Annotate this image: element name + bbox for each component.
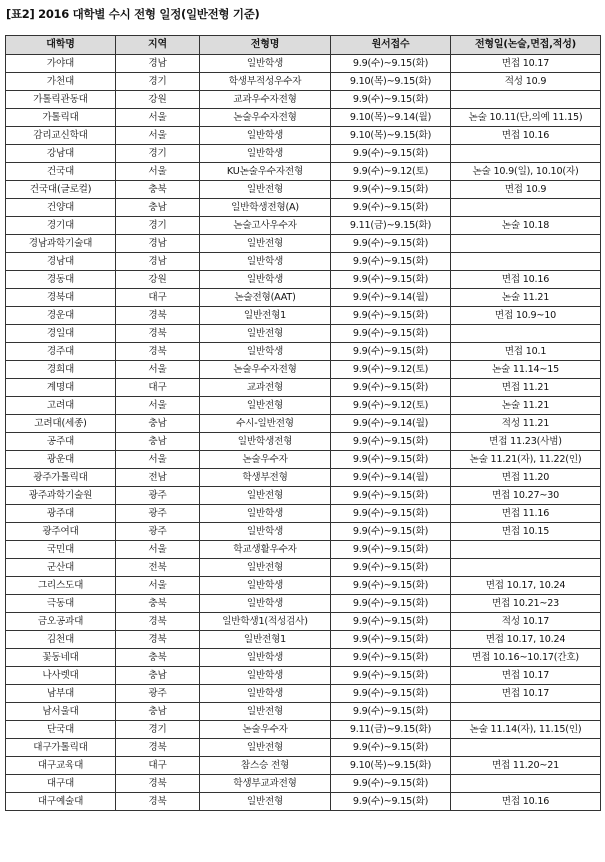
application-period-cell: 9.10(목)~9.15(화) bbox=[331, 73, 451, 91]
exam-date-cell: 적성 10.9 bbox=[451, 73, 601, 91]
application-period-cell: 9.9(수)~9.15(화) bbox=[331, 55, 451, 73]
exam-date-cell: 면접 11.21 bbox=[451, 379, 601, 397]
admission-type-cell: 논술우수자 bbox=[200, 721, 331, 739]
header-row bbox=[6, 36, 601, 55]
application-period-cell: 9.9(수)~9.15(화) bbox=[331, 181, 451, 199]
exam-date-cell: 논술 11.14~15 bbox=[451, 361, 601, 379]
application-period-cell: 9.9(수)~9.15(화) bbox=[331, 541, 451, 559]
region-cell: 광주 bbox=[116, 685, 200, 703]
table-row bbox=[6, 199, 601, 217]
university-cell: 경운대 bbox=[6, 307, 116, 325]
exam-date-cell: 면접 11.20 bbox=[451, 469, 601, 487]
admission-type-cell: 일반학생 bbox=[200, 595, 331, 613]
region-cell: 전북 bbox=[116, 559, 200, 577]
table-row bbox=[6, 307, 601, 325]
exam-date-cell: 면접 10.21~23 bbox=[451, 595, 601, 613]
region-cell: 강원 bbox=[116, 91, 200, 109]
header-region: 지역 bbox=[116, 36, 200, 55]
region-cell: 경기 bbox=[116, 721, 200, 739]
admission-type-cell: 일반학생 bbox=[200, 523, 331, 541]
header-admission-type: 전형명 bbox=[200, 36, 331, 55]
region-cell: 서울 bbox=[116, 361, 200, 379]
region-cell: 대구 bbox=[116, 757, 200, 775]
application-period-cell: 9.9(수)~9.15(화) bbox=[331, 343, 451, 361]
region-cell: 충북 bbox=[116, 595, 200, 613]
university-cell: 가천대 bbox=[6, 73, 116, 91]
university-cell: 건국대(글로컬) bbox=[6, 181, 116, 199]
university-cell: 건양대 bbox=[6, 199, 116, 217]
table-row bbox=[6, 235, 601, 253]
table-row bbox=[6, 577, 601, 595]
region-cell: 강원 bbox=[116, 271, 200, 289]
application-period-cell: 9.9(수)~9.15(화) bbox=[331, 577, 451, 595]
university-cell: 군산대 bbox=[6, 559, 116, 577]
exam-date-cell: 면접 11.16 bbox=[451, 505, 601, 523]
university-cell: 그리스도대 bbox=[6, 577, 116, 595]
exam-date-cell: 면접 10.16 bbox=[451, 127, 601, 145]
admission-type-cell: 일반학생 bbox=[200, 685, 331, 703]
region-cell: 서울 bbox=[116, 163, 200, 181]
admission-type-cell: 학교생활우수자 bbox=[200, 541, 331, 559]
application-period-cell: 9.9(수)~9.14(월) bbox=[331, 415, 451, 433]
university-cell: 경기대 bbox=[6, 217, 116, 235]
application-period-cell: 9.10(목)~9.15(화) bbox=[331, 127, 451, 145]
application-period-cell: 9.9(수)~9.15(화) bbox=[331, 775, 451, 793]
table-row bbox=[6, 649, 601, 667]
admission-type-cell: 일반전형1 bbox=[200, 631, 331, 649]
admission-type-cell: 일반전형 bbox=[200, 235, 331, 253]
application-period-cell: 9.9(수)~9.15(화) bbox=[331, 235, 451, 253]
admission-type-cell: 논술우수자전형 bbox=[200, 109, 331, 127]
admission-type-cell: 수시-일반전형 bbox=[200, 415, 331, 433]
table-row bbox=[6, 469, 601, 487]
admission-type-cell: 학생부전형 bbox=[200, 469, 331, 487]
application-period-cell: 9.9(수)~9.15(화) bbox=[331, 739, 451, 757]
region-cell: 충북 bbox=[116, 649, 200, 667]
admission-type-cell: 일반학생 bbox=[200, 649, 331, 667]
university-cell: 가톨릭관동대 bbox=[6, 91, 116, 109]
university-cell: 경주대 bbox=[6, 343, 116, 361]
admission-schedule-table bbox=[5, 35, 601, 811]
admission-type-cell: 논술고사우수자 bbox=[200, 217, 331, 235]
exam-date-cell bbox=[451, 325, 601, 343]
table-row bbox=[6, 433, 601, 451]
region-cell: 서울 bbox=[116, 451, 200, 469]
region-cell: 경북 bbox=[116, 343, 200, 361]
exam-date-cell bbox=[451, 235, 601, 253]
exam-date-cell: 면접 10.9~10 bbox=[451, 307, 601, 325]
exam-date-cell: 논술 11.14(자), 11.15(인) bbox=[451, 721, 601, 739]
region-cell: 경북 bbox=[116, 631, 200, 649]
table-title: [표2] 2016 대학별 수시 전형 일정(일반전형 기준) bbox=[6, 7, 260, 21]
university-cell: 공주대 bbox=[6, 433, 116, 451]
exam-date-cell: 논술 11.21(자), 11.22(인) bbox=[451, 451, 601, 469]
region-cell: 서울 bbox=[116, 109, 200, 127]
admission-type-cell: 일반전형 bbox=[200, 181, 331, 199]
header-application-period: 원서접수 bbox=[331, 36, 451, 55]
university-cell: 경희대 bbox=[6, 361, 116, 379]
application-period-cell: 9.9(수)~9.15(화) bbox=[331, 253, 451, 271]
application-period-cell: 9.9(수)~9.15(화) bbox=[331, 91, 451, 109]
table-row bbox=[6, 739, 601, 757]
university-cell: 경남대 bbox=[6, 253, 116, 271]
admission-type-cell: 논술우수자 bbox=[200, 451, 331, 469]
admission-type-cell: 일반전형 bbox=[200, 739, 331, 757]
table-row bbox=[6, 379, 601, 397]
admission-type-cell: 일반학생전형 bbox=[200, 433, 331, 451]
exam-date-cell: 적성 11.21 bbox=[451, 415, 601, 433]
region-cell: 경북 bbox=[116, 325, 200, 343]
exam-date-cell bbox=[451, 91, 601, 109]
admission-type-cell: 일반학생 bbox=[200, 505, 331, 523]
admission-type-cell: 일반학생전형(A) bbox=[200, 199, 331, 217]
application-period-cell: 9.9(수)~9.15(화) bbox=[331, 379, 451, 397]
university-cell: 금오공과대 bbox=[6, 613, 116, 631]
region-cell: 서울 bbox=[116, 397, 200, 415]
region-cell: 광주 bbox=[116, 487, 200, 505]
region-cell: 대구 bbox=[116, 289, 200, 307]
application-period-cell: 9.9(수)~9.15(화) bbox=[331, 433, 451, 451]
application-period-cell: 9.9(수)~9.15(화) bbox=[331, 595, 451, 613]
region-cell: 서울 bbox=[116, 127, 200, 145]
application-period-cell: 9.9(수)~9.15(화) bbox=[331, 649, 451, 667]
table-row bbox=[6, 55, 601, 73]
exam-date-cell: 면접 10.17 bbox=[451, 55, 601, 73]
admission-type-cell: 일반학생 bbox=[200, 253, 331, 271]
application-period-cell: 9.9(수)~9.12(토) bbox=[331, 397, 451, 415]
university-cell: 고려대(세종) bbox=[6, 415, 116, 433]
application-period-cell: 9.9(수)~9.12(토) bbox=[331, 163, 451, 181]
admission-type-cell: 일반전형 bbox=[200, 703, 331, 721]
exam-date-cell: 면접 10.15 bbox=[451, 523, 601, 541]
admission-type-cell: 일반학생 bbox=[200, 577, 331, 595]
university-cell: 대구교육대 bbox=[6, 757, 116, 775]
university-cell: 계명대 bbox=[6, 379, 116, 397]
application-period-cell: 9.9(수)~9.15(화) bbox=[331, 703, 451, 721]
region-cell: 대구 bbox=[116, 379, 200, 397]
application-period-cell: 9.9(수)~9.15(화) bbox=[331, 487, 451, 505]
exam-date-cell: 논술 10.11(단,의예 11.15) bbox=[451, 109, 601, 127]
table-row bbox=[6, 415, 601, 433]
exam-date-cell bbox=[451, 775, 601, 793]
region-cell: 충남 bbox=[116, 433, 200, 451]
university-cell: 가야대 bbox=[6, 55, 116, 73]
university-cell: 광주여대 bbox=[6, 523, 116, 541]
application-period-cell: 9.9(수)~9.15(화) bbox=[331, 325, 451, 343]
region-cell: 경기 bbox=[116, 217, 200, 235]
admission-type-cell: 일반전형 bbox=[200, 325, 331, 343]
table-row bbox=[6, 397, 601, 415]
university-cell: 대구예술대 bbox=[6, 793, 116, 811]
region-cell: 경북 bbox=[116, 739, 200, 757]
university-cell: 대구대 bbox=[6, 775, 116, 793]
table-row bbox=[6, 361, 601, 379]
table-row bbox=[6, 721, 601, 739]
region-cell: 서울 bbox=[116, 577, 200, 595]
exam-date-cell: 면접 10.9 bbox=[451, 181, 601, 199]
university-cell: 고려대 bbox=[6, 397, 116, 415]
application-period-cell: 9.11(금)~9.15(화) bbox=[331, 217, 451, 235]
university-cell: 경남과학기술대 bbox=[6, 235, 116, 253]
exam-date-cell bbox=[451, 739, 601, 757]
exam-date-cell bbox=[451, 199, 601, 217]
admission-type-cell: 참스승 전형 bbox=[200, 757, 331, 775]
region-cell: 경남 bbox=[116, 235, 200, 253]
application-period-cell: 9.9(수)~9.15(화) bbox=[331, 685, 451, 703]
university-cell: 김천대 bbox=[6, 631, 116, 649]
exam-date-cell bbox=[451, 559, 601, 577]
university-cell: 감리교신학대 bbox=[6, 127, 116, 145]
region-cell: 충남 bbox=[116, 667, 200, 685]
table-row bbox=[6, 523, 601, 541]
region-cell: 충남 bbox=[116, 415, 200, 433]
application-period-cell: 9.9(수)~9.15(화) bbox=[331, 271, 451, 289]
university-cell: 강남대 bbox=[6, 145, 116, 163]
admission-type-cell: 일반전형 bbox=[200, 397, 331, 415]
application-period-cell: 9.9(수)~9.15(화) bbox=[331, 145, 451, 163]
table-row bbox=[6, 145, 601, 163]
admission-type-cell: 논술전형(AAT) bbox=[200, 289, 331, 307]
exam-date-cell: 면접 10.16~10.17(간호) bbox=[451, 649, 601, 667]
table-row bbox=[6, 343, 601, 361]
table-row bbox=[6, 487, 601, 505]
region-cell: 경기 bbox=[116, 73, 200, 91]
university-cell: 경일대 bbox=[6, 325, 116, 343]
exam-date-cell: 면접 10.17, 10.24 bbox=[451, 631, 601, 649]
application-period-cell: 9.9(수)~9.15(화) bbox=[331, 559, 451, 577]
application-period-cell: 9.9(수)~9.15(화) bbox=[331, 451, 451, 469]
table-row bbox=[6, 109, 601, 127]
university-cell: 남서울대 bbox=[6, 703, 116, 721]
admission-type-cell: 일반전형 bbox=[200, 559, 331, 577]
admission-type-cell: KU논술우수자전형 bbox=[200, 163, 331, 181]
exam-date-cell: 면접 10.16 bbox=[451, 271, 601, 289]
table-row bbox=[6, 451, 601, 469]
table-row bbox=[6, 613, 601, 631]
exam-date-cell: 면접 10.17 bbox=[451, 685, 601, 703]
table-row bbox=[6, 631, 601, 649]
table-row bbox=[6, 127, 601, 145]
university-cell: 경동대 bbox=[6, 271, 116, 289]
table-row bbox=[6, 505, 601, 523]
application-period-cell: 9.9(수)~9.15(화) bbox=[331, 505, 451, 523]
table-row bbox=[6, 271, 601, 289]
table-row bbox=[6, 685, 601, 703]
exam-date-cell: 적성 10.17 bbox=[451, 613, 601, 631]
admission-type-cell: 일반전형 bbox=[200, 793, 331, 811]
university-cell: 광주과학기술원 bbox=[6, 487, 116, 505]
table-body bbox=[6, 55, 601, 811]
admission-type-cell: 교과전형 bbox=[200, 379, 331, 397]
region-cell: 전남 bbox=[116, 469, 200, 487]
exam-date-cell: 면접 10.17, 10.24 bbox=[451, 577, 601, 595]
exam-date-cell bbox=[451, 541, 601, 559]
admission-type-cell: 교과우수자전형 bbox=[200, 91, 331, 109]
exam-date-cell: 논술 11.21 bbox=[451, 289, 601, 307]
university-cell: 단국대 bbox=[6, 721, 116, 739]
table-row bbox=[6, 541, 601, 559]
region-cell: 충북 bbox=[116, 181, 200, 199]
exam-date-cell bbox=[451, 145, 601, 163]
application-period-cell: 9.9(수)~9.15(화) bbox=[331, 307, 451, 325]
region-cell: 서울 bbox=[116, 541, 200, 559]
admission-type-cell: 학생부적성우수자 bbox=[200, 73, 331, 91]
table-row bbox=[6, 217, 601, 235]
region-cell: 충남 bbox=[116, 199, 200, 217]
admission-type-cell: 일반학생1(적성검사) bbox=[200, 613, 331, 631]
exam-date-cell: 면접 11.20~21 bbox=[451, 757, 601, 775]
application-period-cell: 9.10(목)~9.14(월) bbox=[331, 109, 451, 127]
university-cell: 나사렛대 bbox=[6, 667, 116, 685]
table-row bbox=[6, 775, 601, 793]
admission-type-cell: 일반학생 bbox=[200, 127, 331, 145]
region-cell: 경북 bbox=[116, 775, 200, 793]
admission-type-cell: 학생부교과전형 bbox=[200, 775, 331, 793]
application-period-cell: 9.9(수)~9.14(월) bbox=[331, 469, 451, 487]
application-period-cell: 9.9(수)~9.15(화) bbox=[331, 523, 451, 541]
header-university: 대학명 bbox=[6, 36, 116, 55]
table-row bbox=[6, 91, 601, 109]
table-row bbox=[6, 559, 601, 577]
table-row bbox=[6, 325, 601, 343]
admission-type-cell: 논술우수자전형 bbox=[200, 361, 331, 379]
table-row bbox=[6, 703, 601, 721]
university-cell: 가톨릭대 bbox=[6, 109, 116, 127]
application-period-cell: 9.9(수)~9.15(화) bbox=[331, 631, 451, 649]
admission-type-cell: 일반학생 bbox=[200, 145, 331, 163]
table-row bbox=[6, 289, 601, 307]
region-cell: 광주 bbox=[116, 505, 200, 523]
table-row bbox=[6, 181, 601, 199]
exam-date-cell: 면접 10.16 bbox=[451, 793, 601, 811]
region-cell: 광주 bbox=[116, 523, 200, 541]
header-exam-date: 전형일(논술,면접,적성) bbox=[451, 36, 601, 55]
region-cell: 경남 bbox=[116, 55, 200, 73]
exam-date-cell bbox=[451, 253, 601, 271]
exam-date-cell: 논술 11.21 bbox=[451, 397, 601, 415]
table-row bbox=[6, 253, 601, 271]
university-cell: 광주가톨릭대 bbox=[6, 469, 116, 487]
exam-date-cell: 면접 10.17 bbox=[451, 667, 601, 685]
application-period-cell: 9.9(수)~9.15(화) bbox=[331, 199, 451, 217]
exam-date-cell: 면접 10.27~30 bbox=[451, 487, 601, 505]
university-cell: 건국대 bbox=[6, 163, 116, 181]
admission-type-cell: 일반학생 bbox=[200, 55, 331, 73]
application-period-cell: 9.11(금)~9.15(화) bbox=[331, 721, 451, 739]
university-cell: 국민대 bbox=[6, 541, 116, 559]
application-period-cell: 9.9(수)~9.15(화) bbox=[331, 613, 451, 631]
exam-date-cell bbox=[451, 703, 601, 721]
application-period-cell: 9.10(목)~9.15(화) bbox=[331, 757, 451, 775]
university-cell: 남부대 bbox=[6, 685, 116, 703]
university-cell: 광운대 bbox=[6, 451, 116, 469]
table-row bbox=[6, 595, 601, 613]
region-cell: 경북 bbox=[116, 307, 200, 325]
exam-date-cell: 면접 10.1 bbox=[451, 343, 601, 361]
table-row bbox=[6, 757, 601, 775]
university-cell: 꽃동네대 bbox=[6, 649, 116, 667]
university-cell: 경북대 bbox=[6, 289, 116, 307]
table-row bbox=[6, 163, 601, 181]
admission-type-cell: 일반학생 bbox=[200, 343, 331, 361]
application-period-cell: 9.9(수)~9.14(월) bbox=[331, 289, 451, 307]
admission-type-cell: 일반전형1 bbox=[200, 307, 331, 325]
application-period-cell: 9.9(수)~9.15(화) bbox=[331, 667, 451, 685]
application-period-cell: 9.9(수)~9.12(토) bbox=[331, 361, 451, 379]
region-cell: 경남 bbox=[116, 253, 200, 271]
admission-type-cell: 일반학생 bbox=[200, 271, 331, 289]
region-cell: 경기 bbox=[116, 145, 200, 163]
exam-date-cell: 면접 11.23(사범) bbox=[451, 433, 601, 451]
table-row bbox=[6, 793, 601, 811]
university-cell: 극동대 bbox=[6, 595, 116, 613]
region-cell: 경북 bbox=[116, 613, 200, 631]
university-cell: 대구가톨릭대 bbox=[6, 739, 116, 757]
admission-type-cell: 일반학생 bbox=[200, 667, 331, 685]
university-cell: 광주대 bbox=[6, 505, 116, 523]
admission-type-cell: 일반전형 bbox=[200, 487, 331, 505]
table-row bbox=[6, 73, 601, 91]
table-row bbox=[6, 667, 601, 685]
exam-date-cell: 논술 10.18 bbox=[451, 217, 601, 235]
application-period-cell: 9.9(수)~9.15(화) bbox=[331, 793, 451, 811]
region-cell: 충남 bbox=[116, 703, 200, 721]
exam-date-cell: 논술 10.9(일), 10.10(자) bbox=[451, 163, 601, 181]
region-cell: 경북 bbox=[116, 793, 200, 811]
